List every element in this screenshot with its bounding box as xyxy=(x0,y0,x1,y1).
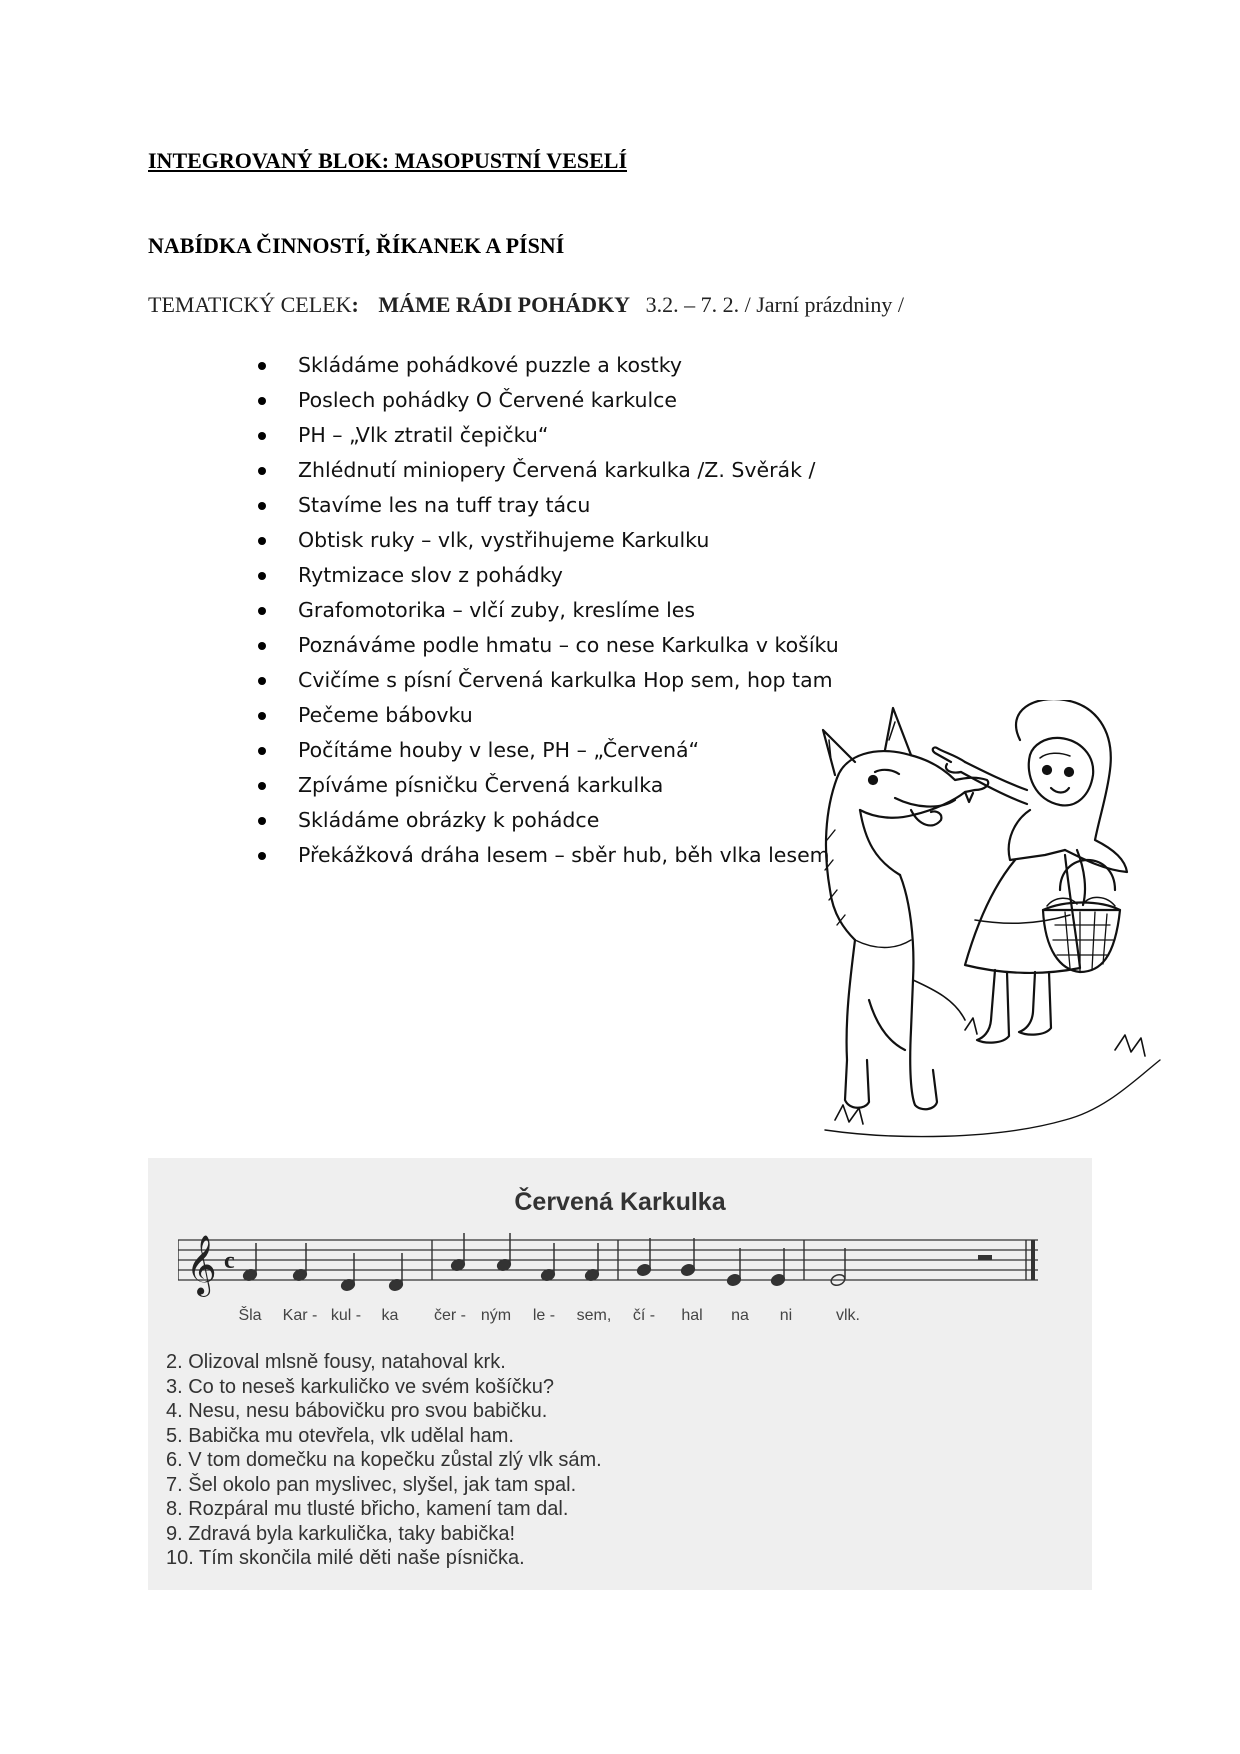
lyric-syllable: sem, xyxy=(576,1307,612,1324)
theme-name: MÁME RÁDI POHÁDKY xyxy=(378,292,631,317)
list-item xyxy=(258,523,839,558)
verse-line: 10. Tím skončila milé děti naše písnička. xyxy=(166,1547,525,1569)
verse-line: 3. Co to neseš karkuličko ve svém košíčku? xyxy=(166,1375,554,1398)
bullet-icon xyxy=(258,712,266,720)
theme-label: TEMATICKÝ CELEK xyxy=(148,292,352,317)
verse-line: 4. Nesu, nesu bábovičku pro svou babičku. xyxy=(166,1400,548,1422)
treble-clef-icon: 𝄞 xyxy=(186,1235,217,1295)
bullet-icon xyxy=(258,852,266,860)
list-item-text: Grafomotorika – vlčí zuby, kreslíme les xyxy=(298,598,696,622)
bullet-icon xyxy=(258,502,266,510)
list-item xyxy=(258,768,839,803)
bullet-icon xyxy=(258,467,266,475)
verse-line: 5. Babička mu otevřela, vlk udělal ham. xyxy=(166,1424,514,1447)
lyric-syllable: Kar - xyxy=(282,1307,318,1324)
music-staff xyxy=(178,1228,1068,1338)
time-signature: c xyxy=(224,1248,235,1274)
list-item xyxy=(258,733,839,768)
lyric-syllable: le - xyxy=(532,1307,556,1324)
lyric-syllable: hal xyxy=(681,1307,703,1324)
lyrics-row xyxy=(238,1305,860,1324)
theme-line xyxy=(148,292,904,318)
list-item xyxy=(258,803,839,838)
list-item-text: Cvičíme s písní Červená karkulka Hop sem, hop tam xyxy=(298,668,833,692)
lyric-syllable: čer - xyxy=(434,1307,466,1324)
list-item-text: Skládáme pohádkové puzzle a kostky xyxy=(298,353,682,377)
song-title: Červená Karkulka xyxy=(514,1188,726,1216)
list-item xyxy=(258,663,839,698)
lyric-syllable: čí - xyxy=(632,1307,656,1324)
bullet-icon xyxy=(258,607,266,615)
half-rest-icon xyxy=(978,1255,992,1260)
list-item-text: Poslech pohádky O Červené karkulce xyxy=(298,388,678,412)
verse-line: 7. Šel okolo pan myslivec, slyšel, jak tam spal. xyxy=(166,1473,577,1496)
block-title: INTEGROVANÝ BLOK: MASOPUSTNÍ VESELÍ xyxy=(148,148,628,173)
red-riding-hood-and-wolf-illustration xyxy=(815,700,1170,1150)
bullet-icon xyxy=(258,817,266,825)
bullet-icon xyxy=(258,572,266,580)
notes xyxy=(242,1233,846,1292)
activity-list xyxy=(258,348,839,873)
list-item xyxy=(258,348,839,383)
list-item xyxy=(258,838,839,873)
list-item-text: Rytmizace slov z pohádky xyxy=(298,563,563,587)
list-item xyxy=(258,698,839,733)
bullet-icon xyxy=(258,642,266,650)
list-item xyxy=(258,488,839,523)
list-item-text: Stavíme les na tuff tray tácu xyxy=(298,493,591,517)
offer-heading: NABÍDKA ČINNOSTÍ, ŘÍKANEK A PÍSNÍ xyxy=(148,233,565,258)
verse-line: 6. V tom domečku na kopečku zůstal zlý vlk sám. xyxy=(166,1449,602,1471)
lyric-syllable: kul - xyxy=(330,1307,362,1324)
verse-line: 9. Zdravá byla karkulička, taky babička! xyxy=(166,1522,516,1545)
list-item-text: Obtisk ruky – vlk, vystřihujeme Karkulku xyxy=(298,528,710,552)
list-item xyxy=(258,383,839,418)
list-item xyxy=(258,558,839,593)
list-item-text: Počítáme houby v lese, PH – „Červená“ xyxy=(298,738,700,762)
song-sheet xyxy=(148,1158,1092,1590)
lyric-syllable: na xyxy=(731,1307,749,1324)
verse-list xyxy=(166,1350,602,1571)
lyric-syllable: ným xyxy=(480,1307,512,1324)
lyric-syllable: Šla xyxy=(238,1307,262,1324)
lyric-syllable: vlk. xyxy=(836,1307,860,1324)
list-item-text: Skládáme obrázky k pohádce xyxy=(298,808,600,832)
verse-line: 8. Rozpáral mu tlusté břicho, kamení tam dal. xyxy=(166,1498,569,1520)
bullet-icon xyxy=(258,432,266,440)
lyric-syllable: ka xyxy=(381,1307,399,1324)
bullet-icon xyxy=(258,782,266,790)
bullet-icon xyxy=(258,537,266,545)
verse-line: 2. Olizoval mlsně fousy, natahoval krk. xyxy=(166,1351,506,1373)
bullet-icon xyxy=(258,677,266,685)
list-item xyxy=(258,628,839,663)
list-item xyxy=(258,593,839,628)
list-item xyxy=(258,453,839,488)
bullet-icon xyxy=(258,362,266,370)
list-item-text: PH – „Vlk ztratil čepičku“ xyxy=(298,423,549,447)
bullet-icon xyxy=(258,747,266,755)
lyric-syllable: ni xyxy=(779,1307,793,1324)
list-item-text: Zhlédnutí miniopery Červená karkulka /Z. Svěrák / xyxy=(298,458,816,482)
list-item-text: Pečeme bábovku xyxy=(298,703,473,727)
theme-dates: 3.2. – 7. 2. / Jarní prázdniny / xyxy=(645,292,905,317)
theme-colon: : xyxy=(351,292,359,317)
list-item-text: Zpíváme písničku Červená karkulka xyxy=(298,773,664,797)
bullet-icon xyxy=(258,397,266,405)
list-item-text: Překážková dráha lesem – sběr hub, běh vlka lesem xyxy=(298,843,830,867)
list-item-text: Poznáváme podle hmatu – co nese Karkulka v košíku xyxy=(298,633,839,657)
list-item xyxy=(258,418,839,453)
